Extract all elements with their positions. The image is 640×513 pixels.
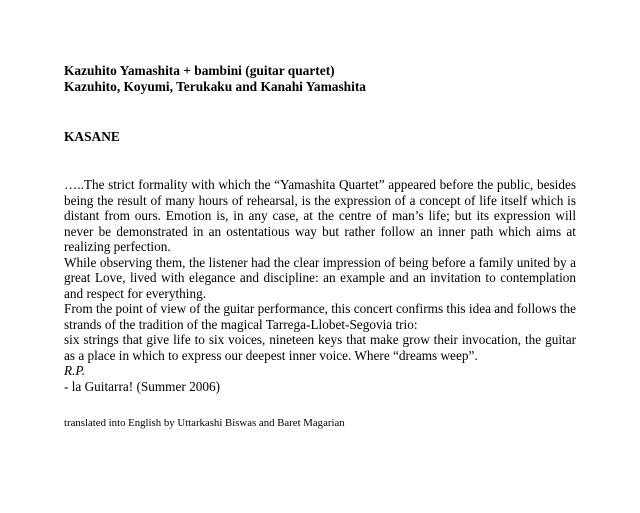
translation-credit: translated into English by Uttarkashi Biswas and Baret Magarian: [64, 417, 345, 429]
document-page: [64, 63, 576, 429]
performer-names: Kazuhito, Koyumi, Terukaku and Kanahi Yamashita: [64, 79, 366, 94]
paragraph-performance: From the point of view of the guitar performance, this concert confirms this idea and follows the strands of the tradition of the magical Tarrega-Llobet-Segovia trio:: [64, 301, 576, 332]
paragraph-intro: …..The strict formality with which the “Yamashita Quartet” appeared before the public, besides being the result of many hours of rehearsal, is the expression of a concept of life itself which is distant from ours. Emotion is, in any case, at the centre of man’s life; but its expression will never be demonstrated in an ostentatious way but rather follow an inner path which aims at realizing perfection.: [64, 177, 576, 254]
reviewer-signature: R.P.: [64, 363, 86, 378]
review-body: [64, 177, 576, 394]
source-citation: - la Guitarra! (Summer 2006): [64, 378, 221, 394]
paragraph-observation: While observing them, the listener had the clear impression of being before a family united by a great Love, lived with elegance and discipline: an example and an invitation to contemplation and respect for everything.: [64, 254, 576, 301]
piece-title: KASANE: [64, 129, 120, 144]
paragraph-strings: six strings that give life to six voices, nineteen keys that make grow their invocation, the guitar as a place in which to express our deepest inner voice. Where “dreams weep”.: [64, 332, 576, 363]
performer-heading: Kazuhito Yamashita + bambini (guitar quartet): [64, 63, 335, 78]
